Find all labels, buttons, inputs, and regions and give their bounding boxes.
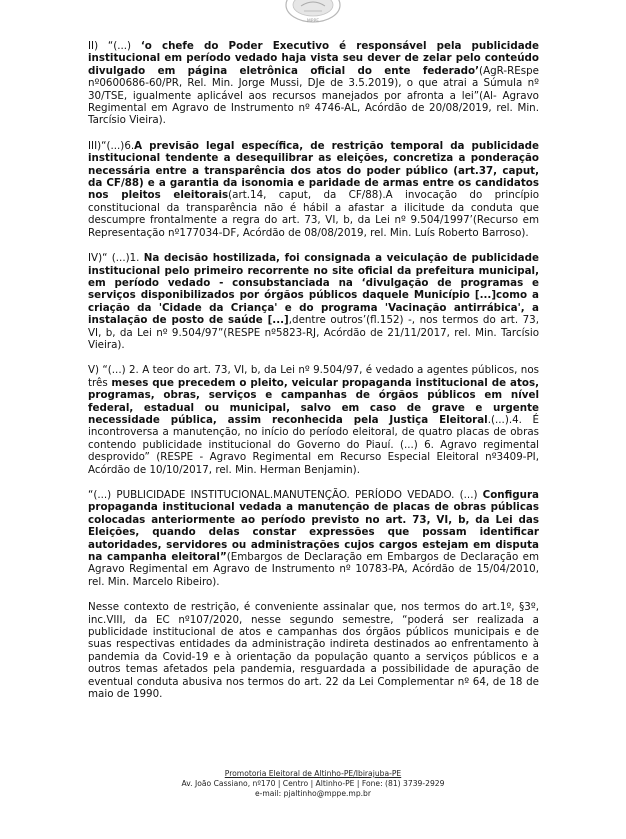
text-run: “(...) PUBLICIDADE INSTITUCIONAL.MANUTENÇÃO. PERÍODO VEDADO. (...) xyxy=(88,489,483,501)
text-run: Nesse contexto de restrição, é conveniente assinalar que, nos termos do art.1º, §3º, inc.VIII, da EC nº107/2020, nesse segundo semestre, “poderá ser realizada a publicidade institucional de atos e campanhas dos órgãos públicos municipais e de suas respectivas entidades da administração indireta destinados ao enfrentamento à pandemia da Covid-19 e à orientação da população quanto a serviços públicos e a outros temas afetados pela pandemia, resguardada a possibilidade de apuração de eventual conduta abusiva nos termos do art. 22 da Lei Complementar nº 64, de 18 de maio de 1990. xyxy=(88,601,539,701)
text-run: III)“(...)6. xyxy=(88,139,135,152)
document-body xyxy=(88,40,539,714)
mppe-logo xyxy=(283,0,343,26)
text-run: ,dentre outros’(fl.152) -, nos termos do art. 73, VI, b, da Lei nº 9.504/97”(RESPE nº5823-RJ, Acórdão de 21/11/2017, rel. Min. Tarcísio Vieira). xyxy=(88,314,539,351)
text-run: V) “(...) 2. A teor do art. 73, VI, b, da Lei nº 9.504/97, é vedado a agentes públicos, nos três xyxy=(88,364,539,389)
paragraph xyxy=(88,601,539,700)
paragraph xyxy=(88,489,539,588)
text-run: .(...).4. É incontroversa a manutenção, no início do período eleitoral, de quatro placas de obras contendo publicidade institucional do Governo do Piauí. (...) 6. Agravo regimental desprovido” (RESPE - Agravo Regimental em Recurso Especial Eleitoral nº3409-PI, Acórdão de 10/10/2017, rel. Min. Herman Benjamin). xyxy=(88,413,539,476)
footer-email: e-mail: pjaltinho@mppe.mp.br xyxy=(255,789,371,798)
footer-address: Av. João Cassiano, nº170 | Centro | Altinho-PE | Fone: (81) 3739-2929 xyxy=(181,779,445,788)
bold-text-run: Configura propaganda institucional vedada a manutenção de placas de obras públicas colocadas anteriormente ao período previsto no art. 73, VI, b, da Lei das Eleições, quando delas constar expressões que possam identificar autoridades, servidores ou administrações cujos cargos estejam em disputa na campanha eleitoral” xyxy=(88,489,539,564)
text-run: IV)“ (...)1. xyxy=(88,252,144,265)
paragraph xyxy=(88,40,539,127)
paragraph xyxy=(88,364,539,476)
bold-text-run: ‘o chefe do Poder Executivo é responsável pela publicidade institucional em período vedado haja vista seu dever de zelar pelo conteúdo divulgado em página eletrônica oficial do ente federado’ xyxy=(88,40,539,77)
paragraph xyxy=(88,252,539,351)
text-run: II) “(...) xyxy=(88,40,141,52)
text-run: (AgR-REspe nº0600686-60/PR, Rel. Min. Jorge Mussi, DJe de 3.5.2019), o que atrai a Súmula nº 30/TSE, igualmente aplicável aos recursos manejados por afronta a lei”(Al- Agravo Regimental em Agravo de Instrumento nº 4746-AL, Acórdão de 20/08/2019, rel. Min. Tarcísio Vieira). xyxy=(88,64,539,127)
paragraph xyxy=(88,140,539,239)
bold-text-run: A previsão legal específica, de restrição temporal da publicidade institucional tendente a desequilibrar as eleições, concretiza a ponderação necessária entre a transparência dos atos do poder público (art.37, caput, da CF/88) e a garantia da isonomia e paridade de armas entre os candidatos nos pleitos eleitorais xyxy=(88,139,539,202)
bold-text-run: Na decisão hostilizada, foi consignada a veiculação de publicidade institucional pelo primeiro recorrente no site oficial da prefeitura municipal, em período vedado - consubstanciada na ‘divulgação de programas e serviços disponibilizados por órgãos públicos daquele Município [...]como a criação da 'Cidade da Criança' e do programa 'Vacinação antirrábica', a instalação de posto de saúde [...] xyxy=(88,252,539,327)
text-run: (art.14, caput, da CF/88).A invocação do princípio constitucional da transparência não é hábil a afastar a ilicitude da conduta que descumpre frontalmente a regra do art. 73, VI, b, da Lei nº 9.504/1997’(Recurso em Representação nº177034-DF, Acórdão de 08/08/2019, rel. Min. Luís Roberto Barroso). xyxy=(88,189,540,239)
page-footer xyxy=(0,769,626,799)
svg-text:MPPE: MPPE xyxy=(306,19,320,24)
mppe-seal-icon xyxy=(283,0,343,26)
footer-office: Promotoria Eleitoral de Altinho-PE/Ibirajuba-PE xyxy=(224,769,402,778)
text-run: (Embargos de Declaração em Embargos de Declaração em Agravo Regimental em Agravo de Instrumento nº 10783-PA, Acórdão de 15/04/2010, rel. Min. Marcelo Ribeiro). xyxy=(88,551,539,588)
bold-text-run: meses que precedem o pleito, veicular propaganda institucional de atos, programas, obras, serviços e campanhas de órgãos públicos em nível federal, estadual ou municipal, salvo em caso de grave e urgente necessidade pública, assim reconhecida pela Justiça Eleitoral xyxy=(88,376,539,426)
